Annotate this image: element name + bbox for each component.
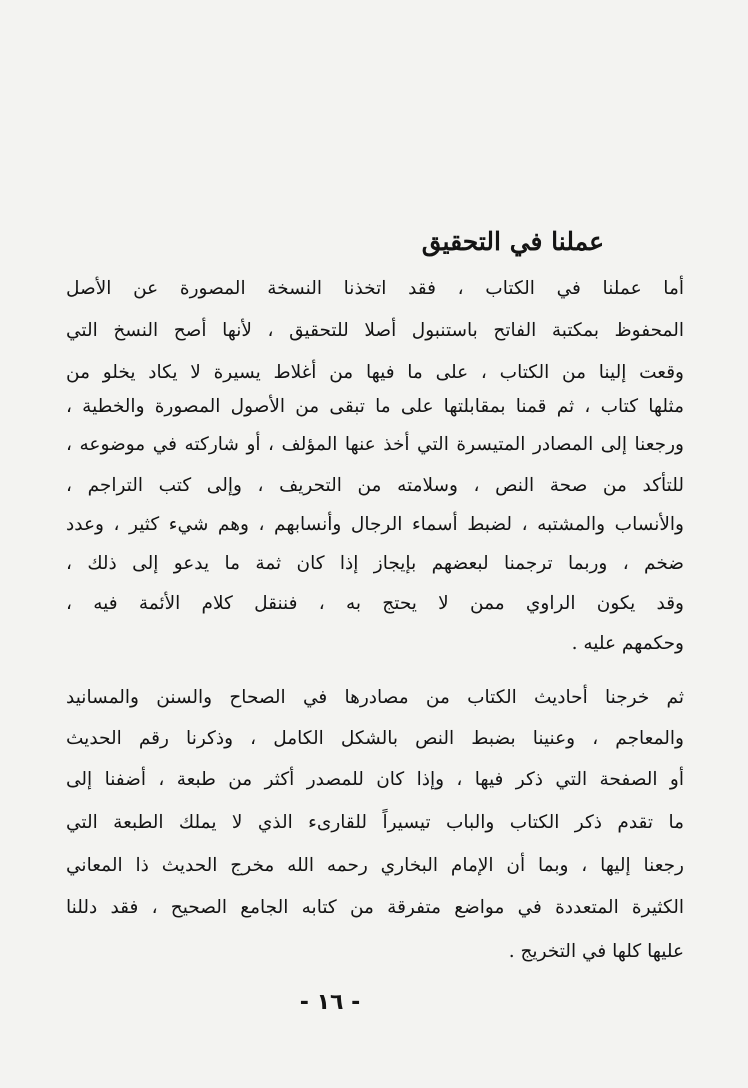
paragraph-2-line-3: أو الصفحة التي ذكر فيها ، وإذا كان للمصدر أكثر من طبعة ، أضفنا إلى <box>66 769 684 790</box>
paragraph-1-line-8: ضخم ، وربما ترجمنا لبعضهم بإيجاز إذا كان ثمة ما يدعو إلى ذلك ، <box>66 553 684 574</box>
paragraph-1-line-10: وحكمهم عليه . <box>571 633 684 654</box>
page-number: - ١٦ - <box>299 990 361 1015</box>
paragraph-1-line-1: أما عملنا في الكتاب ، فقد اتخذنا النسخة المصورة عن الأصل <box>66 278 684 299</box>
paragraph-1-line-2: المحفوظ بمكتبة الفاتح باستنبول أصلا للتحقيق ، لأنها أصح النسخ التي <box>66 320 684 341</box>
paragraph-1-line-5: ورجعنا إلى المصادر المتيسرة التي أخذ عنها المؤلف ، أو شاركته في موضوعه ، <box>66 434 684 455</box>
paragraph-1-line-6: للتأكد من صحة النص ، وسلامته من التحريف ، وإلى كتب التراجم ، <box>66 475 684 496</box>
paragraph-1-line-3: وقعت إلينا من الكتاب ، على ما فيها من أغلاط يسيرة لا يكاد يخلو من <box>66 362 684 383</box>
paragraph-2-line-5: رجعنا إليها ، وبما أن الإمام البخاري رحمه الله مخرج الحديث ذا المعاني <box>66 855 684 876</box>
paragraph-2-line-7: عليها كلها في التخريج . <box>508 941 684 962</box>
section-heading: عملنا في التحقيق <box>421 227 604 256</box>
paragraph-2-line-4: ما تقدم ذكر الكتاب والباب تيسيراً للقارىء الذي لا يملك الطبعة التي <box>66 812 684 833</box>
paragraph-2-line-1: ثم خرجنا أحاديث الكتاب من مصادرها في الصحاح والسنن والمسانيد <box>66 687 684 708</box>
paragraph-1-line-4: مثلها كتاب ، ثم قمنا بمقابلتها على ما تبقى من الأصول المصورة والخطية ، <box>66 396 684 417</box>
paragraph-2-line-6: الكثيرة المتعددة في مواضع متفرقة من كتابه الجامع الصحيح ، فقد دللنا <box>66 897 684 918</box>
paragraph-1-line-7: والأنساب والمشتبه ، لضبط أسماء الرجال وأنسابهم ، وهم شيء كثير ، وعدد <box>66 514 684 535</box>
paragraph-2-line-2: والمعاجم ، وعنينا بضبط النص بالشكل الكامل ، وذكرنا رقم الحديث <box>66 728 684 749</box>
paragraph-1-line-9: وقد يكون الراوي ممن لا يحتج به ، فننقل كلام الأئمة فيه ، <box>66 593 684 614</box>
